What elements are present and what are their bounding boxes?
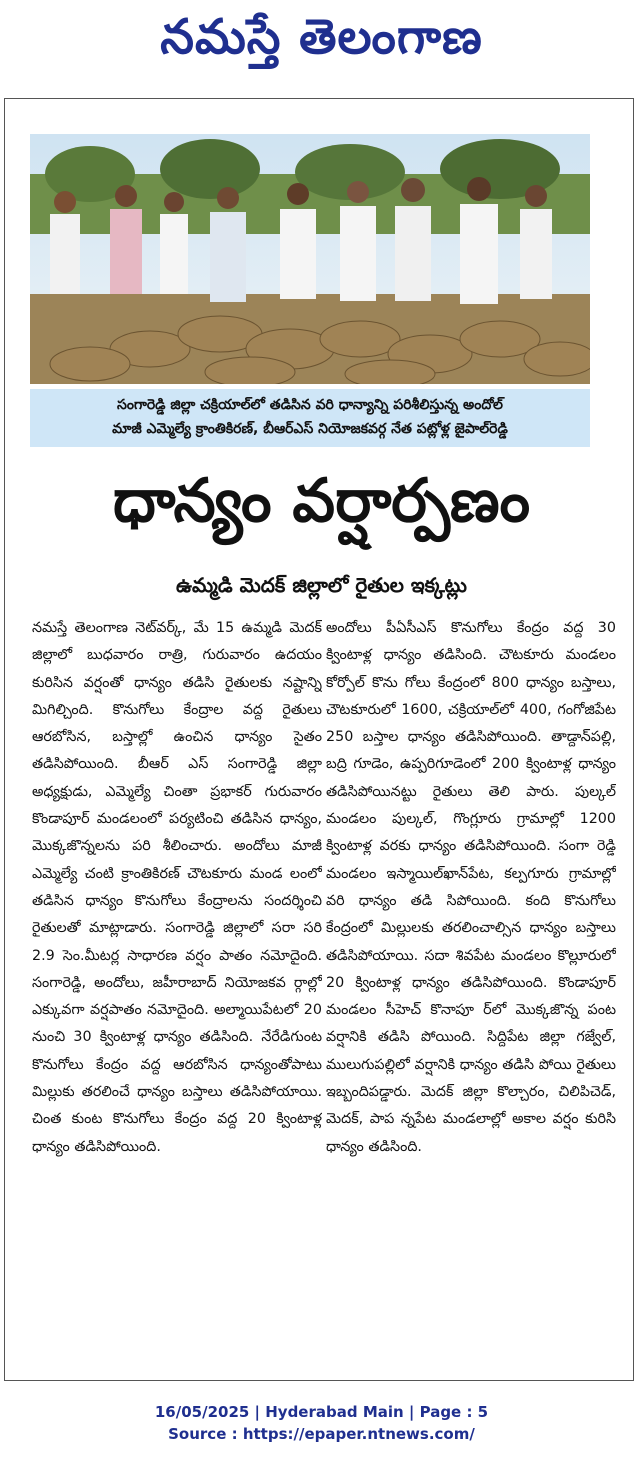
news-photo	[30, 134, 590, 384]
photo-caption	[30, 389, 590, 447]
photo-illustration	[30, 134, 590, 384]
article-column-2: అందోలు పీఏసీఎస్ కొనుగోలు కేంద్రం వద్ద 30 క్వింటాళ్ల ధాన్యం తడిసింది. చౌటకూరు మండలం కోర్పోల్ కొను గోలు కేంద్రంలో 800 ధాన్యం బస్తాలు, చౌటకూరులో 1600, చక్రియాల్‌లో 400, గంగోజిపేట 250 బస్తాల ధాన్యం తడిసిపోయింది. తాడ్దాన్‌పల్లి, బద్రి గూడెం, ఉప్పరిగూడెంలో 200 క్వింటాళ్ల ధాన్యం తడిసిపోయినట్టు రైతులు తెలి పారు. పుల్కల్ మండలం పుల్కల్, గొంగ్లూరు గ్రామాల్లో 1200 క్వింటాళ్ల వరకు ధాన్యం తడిసిపోయింది. సంగా రెడ్డి మండలం ఇస్మాయిల్‌ఖాన్‌పేట, కల్పగూరు గ్రామాల్లో వరి ధాన్యం తడి సిపోయింది. కంది కొనుగోలు కేంద్రంలో మిల్లులకు తరలించాల్సిన ధాన్యం బస్తాలు తడిసిపోయాయి. సదా శివపేట మండలం కొల్లూరులో 20 క్వింటాళ్ల ధాన్యం తడిసిపోయింది. కొండాపూర్ మండలం సీహెచ్ కొనాపూ ర్‌లో మొక్కజొన్న పంట వర్షానికి తడిసి పోయింది. సిద్దిపేట జిల్లా గజ్వేల్, ములుగుపల్లిలో వర్షానికి ధాన్యం తడిసి పోయి రైతులు ఇబ్బందిపడ్డారు. మెదక్ జిల్లా కొల్చారం, చిలిపిచెడ్, మెదక్, పాప న్నపేట మండలాల్లో అకాల వర్షం కురిసి ధాన్యం తడిసింది.	[326, 620, 616, 1155]
article-headline: ధాన్యం వర్షార్పణం	[112, 466, 531, 536]
footer-edition-info: 16/05/2025 | Hyderabad Main | Page : 5	[154, 1403, 489, 1421]
masthead-title: నమస్తే తెలంగాణ	[160, 9, 483, 65]
page-footer	[0, 1401, 643, 1445]
article-subheadline: ఉమ్మడి మెదక్ జిల్లాలో రైతుల ఇక్కట్లు	[176, 572, 467, 597]
caption-line-2: మాజీ ఎమ్మెల్యే క్రాంతికిరణ్, బీఆర్‌ఎస్ నియోజకవర్గ నేత పట్లోళ్ల జైపాల్‌రెడ్డి	[112, 421, 508, 437]
article-column-1: నమస్తే తెలంగాణ నెట్‌వర్క్, మే 15 ఉమ్మడి మెదక్ జిల్లాలో బుధవారం రాత్రి, గురువారం ఉదయం కురిసిన వర్షంతో ధాన్యం తడిసి రైతులకు నష్టాన్ని మిగిల్చింది. కొనుగోలు కేంద్రాల వద్ద రైతులు ఆరబోసిన, బస్తాల్లో ఉంచిన ధాన్యం సైతం తడిసిపోయింది. బీఆర్ ఎస్ సంగారెడ్డి జిల్లా అధ్యక్షుడు, ఎమ్మెల్యే చింతా ప్రభాకర్ గురువారం కొండాపూర్ మండలంలో పర్యటించి తడిసిన ధాన్యం, మొక్కజొన్నలను పరి శీలించారు. అందోలు మాజీ ఎమ్మెల్యే చంటి క్రాంతికిరణ్ చౌటకూరు మండ లంలో తడిసిన ధాన్యం కొనుగోలు కేంద్రాలను సందర్శించి రైతులతో మాట్లాడారు. సంగారెడ్డి జిల్లాలో సరా సరి 2.9 సెం.మీటర్ల సాధారణ వర్షం పాతం నమోదైంది. సంగారెడ్డి, అందోలు, జహీరాబాద్ నియోజకవ ర్గాల్లో ఎక్కువగా వర్షపాతం నమోదైంది. అల్మాయిపేటలో 20 నుంచి 30 క్వింటాళ్ల ధాన్యం తడిసింది. నేరేడిగుంట కొనుగోలు కేంద్రం వద్ద ఆరబోసిన ధాన్యంతోపాటు మిల్లుకు తరలించే ధాన్యం బస్తాలు తడిసిపోయాయి. చింత కుంట కొనుగోలు కేంద్రం వద్ద 20 క్వింటాళ్ల ధాన్యం తడిసిపోయింది.	[32, 620, 322, 1155]
masthead-logo	[0, 0, 643, 86]
footer-source-link[interactable]: Source : https://epaper.ntnews.com/	[168, 1425, 475, 1443]
caption-line-1: సంగారెడ్డి జిల్లా చక్రియాల్‌లో తడిసిన వరి ధాన్యాన్ని పరిశీలిస్తున్న అందోల్	[117, 397, 503, 413]
